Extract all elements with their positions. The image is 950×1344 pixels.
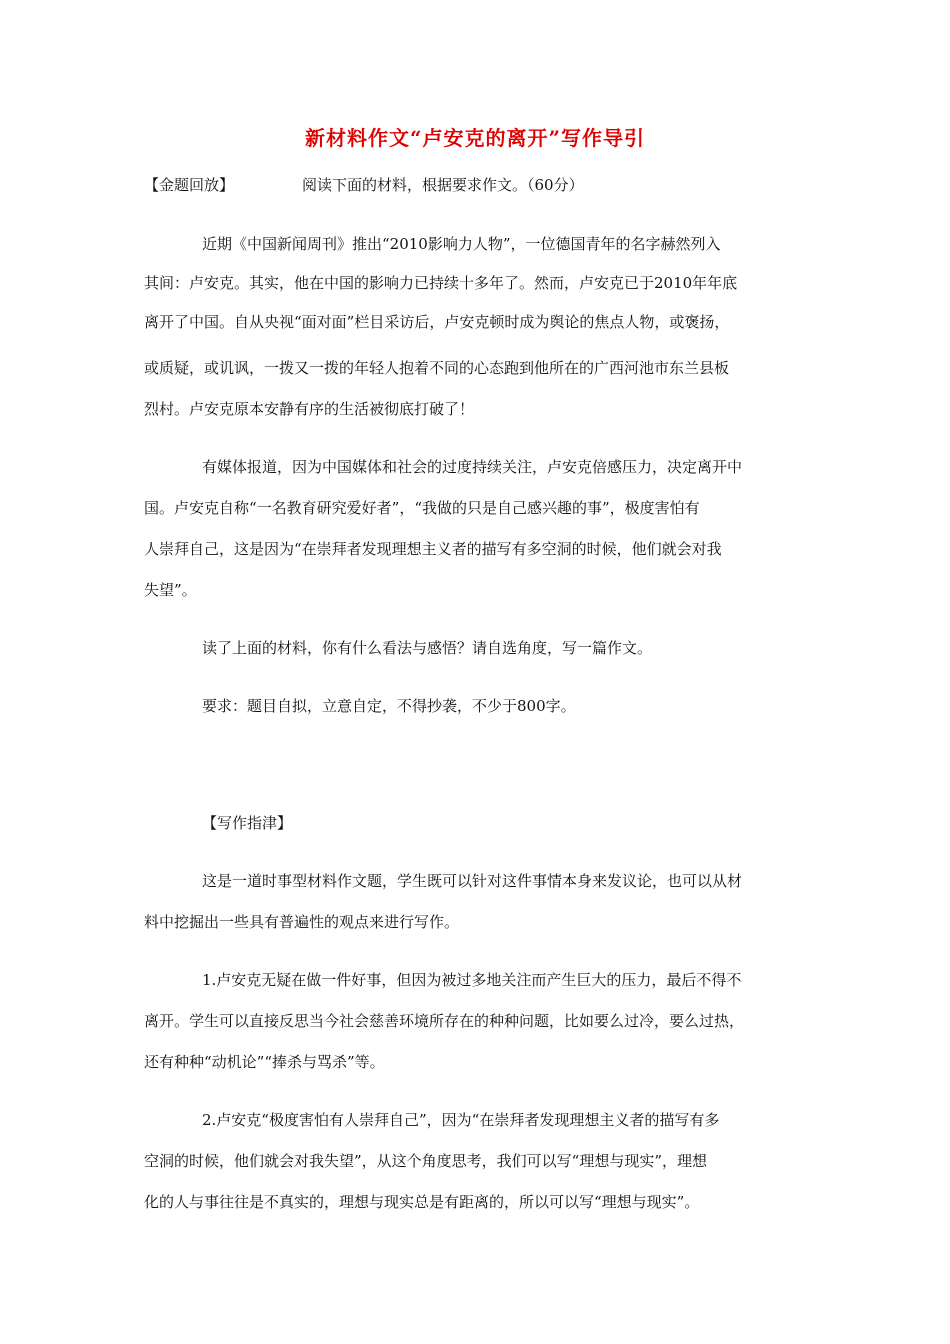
paragraph-line: 料中挖掘出一些具有普遍性的观点来进行写作。 xyxy=(144,913,460,931)
paragraph-line: 空洞的时候，他们就会对我失望”，从这个角度思考，我们可以写“理想与现实”，理想 xyxy=(144,1152,708,1170)
paragraph-line: 这是一道时事型材料作文题，学生既可以针对这件事情本身来发议论，也可以从材 xyxy=(202,872,743,890)
paragraph-line: 还有种种“动机论”“捧杀与骂杀”等。 xyxy=(144,1053,385,1071)
section-label-writing-guide: 【写作指津】 xyxy=(202,814,293,832)
document-title: 新材料作文“卢安克的离开”写作导引 xyxy=(304,126,645,150)
paragraph-line: 近期《中国新闻周刊》推出“2010影响力人物”，一位德国青年的名字赫然列入 xyxy=(202,235,721,253)
paragraph-line: 烈村。卢安克原本安静有序的生活被彻底打破了！ xyxy=(144,400,475,418)
paragraph-line: 离开。学生可以直接反思当今社会慈善环境所存在的种种问题，比如要么过冷，要么过热， xyxy=(144,1012,745,1030)
paragraph-line: 离开了中国。自从央视“面对面”栏目采访后，卢安克顿时成为舆论的焦点人物，或褒扬， xyxy=(144,313,730,331)
section-label-golden-review: 【金题回放】 xyxy=(144,176,235,194)
writing-requirement: 要求：题目自拟，立意自定，不得抄袭，不少于800字。 xyxy=(202,697,576,715)
paragraph-line: 有媒体报道，因为中国媒体和社会的过度持续关注，卢安克倍感压力，决定离开中 xyxy=(202,458,743,476)
paragraph-line: 国。卢安克自称“一名教育研究爱好者”，“我做的只是自己感兴趣的事”，极度害怕有 xyxy=(144,499,700,517)
paragraph-line: 1.卢安克无疑在做一件好事，但因为被过多地关注而产生巨大的压力，最后不得不 xyxy=(202,971,742,989)
paragraph-line: 化的人与事往往是不真实的，理想与现实总是有距离的，所以可以写“理想与现实”。 xyxy=(144,1193,700,1211)
instruction-text: 阅读下面的材料，根据要求作文。（60分） xyxy=(302,176,584,194)
paragraph-line: 人崇拜自己，这是因为“在崇拜者发现理想主义者的描写有多空洞的时候，他们就会对我 xyxy=(144,540,722,558)
writing-prompt: 读了上面的材料，你有什么看法与感悟？请自选角度，写一篇作文。 xyxy=(202,639,653,657)
paragraph-line: 失望”。 xyxy=(144,581,197,599)
paragraph-line: 或质疑，或讥讽，一拨又一拨的年轻人抱着不同的心态跑到他所在的广西河池市东兰县板 xyxy=(144,359,730,377)
paragraph-line: 2.卢安克“极度害怕有人崇拜自己”，因为“在崇拜者发现理想主义者的描写有多 xyxy=(202,1111,720,1129)
paragraph-line: 其间：卢安克。其实，他在中国的影响力已持续十多年了。然而，卢安克已于2010年年底 xyxy=(144,274,738,292)
